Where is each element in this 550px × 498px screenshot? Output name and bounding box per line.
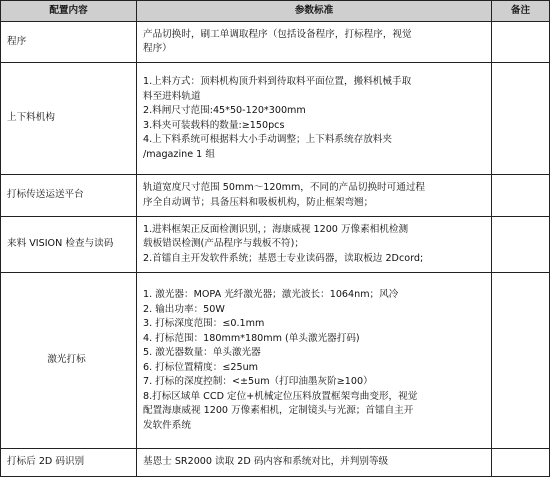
content-line: /magazine 1 组 (143, 148, 215, 160)
content-line: 2.料闸尺寸范围:45*50-120*300mm (143, 105, 306, 116)
content-line: 轨道宽度尺寸范围 50mm～120mm，不同的产品切换时可通过程 (143, 182, 426, 193)
content-line: 4. 打标范围：180mm*180mm (单头激光器打码) (143, 332, 360, 344)
content-line: 3.料夹可装载料的数量:≥150pcs (143, 119, 285, 131)
row-content (137, 22, 492, 63)
row-remark (492, 217, 550, 273)
row-content (137, 449, 492, 477)
table-row (1, 22, 550, 63)
content-line: 发软件系统 (143, 419, 191, 431)
content-line: 程序） (143, 43, 172, 54)
table-row (1, 217, 550, 273)
row-remark (492, 63, 550, 175)
row-label: 程序 (1, 22, 137, 63)
content-line: 料至进料轨道 (143, 90, 201, 102)
row-remark (492, 22, 550, 63)
content-line: 5. 激光器数量：单头激光器 (143, 347, 261, 358)
content-line: 配置海康威视 1200 万像素相机，定制镜头与光源；首镭自主开 (143, 405, 414, 416)
content-line: 3. 打标深度范围：≤0.1mm (143, 318, 265, 329)
row-remark (492, 175, 550, 217)
row-content (137, 63, 492, 175)
row-content (137, 273, 492, 449)
table-row (1, 63, 550, 175)
content-line: 载板错误检测(产品程序与载板不符)； (143, 238, 304, 250)
header-row (1, 1, 550, 22)
row-remark (492, 273, 550, 449)
table-row (1, 273, 550, 449)
header-remarks: 备注 (492, 1, 550, 22)
content-line: 2.首镭自主开发软件系统；基恩士专业读码器，读取板边 2Dcord; (143, 252, 424, 264)
content-line: 1. 激光器：MOPA 光纤激光器；激光波长：1064nm；风冷 (143, 289, 399, 300)
row-label: 来料 VISION 检查与读码 (1, 217, 137, 273)
row-label: 打标后 2D 码识别 (1, 449, 137, 477)
table-row (1, 449, 550, 477)
content-line: 产品切换时，刷工单调取程序（包括设备程序，打标程序，视觉 (143, 28, 412, 40)
header-config-content: 配置内容 (1, 1, 137, 22)
row-label: 激光打标 (1, 273, 137, 449)
content-line: 6. 打标位置精度：≤25um (143, 361, 259, 373)
row-label: 打标传送运送平台 (1, 175, 137, 217)
content-line: 1.进料框架正反面检测识别，；海康威视 1200 万像素相机检测 (143, 223, 409, 235)
row-remark (492, 449, 550, 477)
content-line: 1.上料方式：顶料机构顶升料到待取料平面位置，搬料机械手取 (143, 76, 412, 87)
content-line: 7. 打标的深度控制：<±5um（打印油墨灰阶≥100） (143, 376, 373, 387)
content-line: 8.打标区域单 CCD 定位+机械定位压料放置框架弯曲变形，视觉 (143, 390, 418, 402)
content-line: 4.上下料系统可根据料大小手动调整；上下料系统存放料夹 (143, 134, 392, 145)
content-line: 基恩士 SR2000 读取 2D 码内容和系统对比，并判别等级 (143, 456, 389, 468)
row-content (137, 217, 492, 273)
header-parameter-standard: 参数标准 (137, 1, 492, 22)
content-line: 序全自动调节；具备压料和吸板机构，防止框架弯翘； (143, 196, 374, 208)
table-row (1, 175, 550, 217)
row-label: 上下料机构 (1, 63, 137, 175)
row-content (137, 175, 492, 217)
content-line: 2. 输出功率：50W (143, 303, 225, 315)
